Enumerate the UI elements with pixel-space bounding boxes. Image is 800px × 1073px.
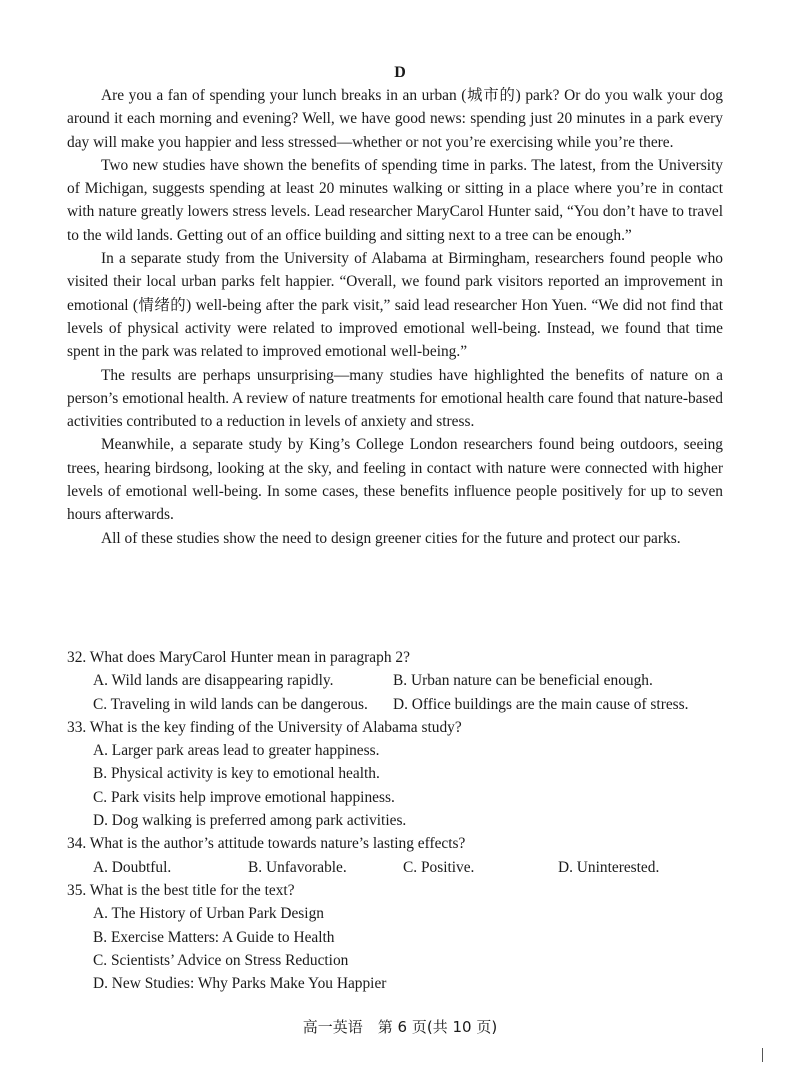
option-d: D. New Studies: Why Parks Make You Happier bbox=[93, 975, 387, 993]
option-d: D. Office buildings are the main cause of stress. bbox=[393, 695, 689, 713]
option-b: B. Exercise Matters: A Guide to Health bbox=[93, 928, 335, 946]
option-c: C. Scientists’ Advice on Stress Reduction bbox=[93, 951, 349, 969]
passage-paragraph: All of these studies show the need to design greener cities for the future and protect our parks. bbox=[101, 529, 681, 547]
option-a: A. Larger park areas lead to greater happiness. bbox=[93, 742, 380, 760]
question-stem: 32. What does MaryCarol Hunter mean in paragraph 2? bbox=[67, 649, 410, 666]
option-a: A. Wild lands are disappearing rapidly. bbox=[93, 672, 334, 690]
question-stem: 35. What is the best title for the text? bbox=[67, 881, 295, 899]
reading-passage bbox=[67, 84, 723, 550]
question-32 bbox=[67, 646, 723, 716]
option-c: C. Park visits help improve emotional happiness. bbox=[93, 788, 395, 806]
passage-paragraph: The results are perhaps unsurprising—many studies have highlighted the benefits of nature on a person’s emotional health. A review of nature treatments for emotional health care found that nature-based activities contributed to a reduction in levels of anxiety and stress. bbox=[67, 366, 723, 431]
option-d: D. Uninterested. bbox=[558, 858, 660, 876]
question-stem: 34. What is the author’s attitude towards nature’s lasting effects? bbox=[67, 835, 466, 853]
passage-paragraph: Are you a fan of spending your lunch breaks in an urban (城市的) park? Or do you walk your dog around it each morning and evening? Well, we have good news: spending just 20 minutes in a park every day will make you happier and less stressed—whether or not you’re exercising while you’re there. bbox=[67, 87, 723, 151]
passage-paragraph: Meanwhile, a separate study by King’s College London researchers found being outdoors, seeing trees, hearing birdsong, looking at the sky, and feeling in contact with nature were connected with higher levels of emotional well-being. In some cases, these benefits influence people positively for up to seven hours afterwards. bbox=[67, 436, 723, 524]
question-stem: 33. What is the key finding of the University of Alabama study? bbox=[67, 718, 462, 736]
option-a: A. The History of Urban Park Design bbox=[93, 905, 324, 923]
question-list bbox=[67, 646, 723, 995]
scan-edge-mark bbox=[762, 1048, 763, 1062]
page-footer: 高一英语 第 6 页(共 10 页) bbox=[302, 1018, 498, 1036]
option-d: D. Dog walking is preferred among park activities. bbox=[93, 812, 407, 830]
passage-paragraph: Two new studies have shown the benefits of spending time in parks. The latest, from the University of Michigan, suggests spending at least 20 minutes walking or sitting in a place where you’re in contact with nature greatly lowers stress levels. Lead researcher MaryCarol Hunter said, “You don’t have to travel to the wild lands. Getting out of an office building and sitting next to a tree can be enough.” bbox=[67, 156, 723, 244]
option-a: A. Doubtful. bbox=[93, 858, 172, 876]
option-c: C. Positive. bbox=[403, 858, 475, 876]
section-label: D bbox=[394, 64, 406, 81]
passage-paragraph: In a separate study from the University of Alabama at Birmingham, researchers found people who visited their local urban parks felt happier. “Overall, we found park visitors reported an improvement in emotional (情绪的) well-being after the park visit,” said lead researcher Hon Yuen. “We did not find that levels of physical activity were related to improved emotional well-being. Instead, we found that time spent in the park was related to improved emotional well-being.” bbox=[67, 250, 723, 361]
option-c: C. Traveling in wild lands can be dangerous. bbox=[93, 695, 368, 713]
option-b: B. Physical activity is key to emotional health. bbox=[93, 765, 380, 783]
option-b: B. Urban nature can be beneficial enough. bbox=[393, 672, 653, 690]
option-b: B. Unfavorable. bbox=[248, 858, 347, 876]
question-33 bbox=[67, 716, 723, 832]
question-35 bbox=[67, 879, 723, 995]
question-34 bbox=[67, 832, 723, 879]
